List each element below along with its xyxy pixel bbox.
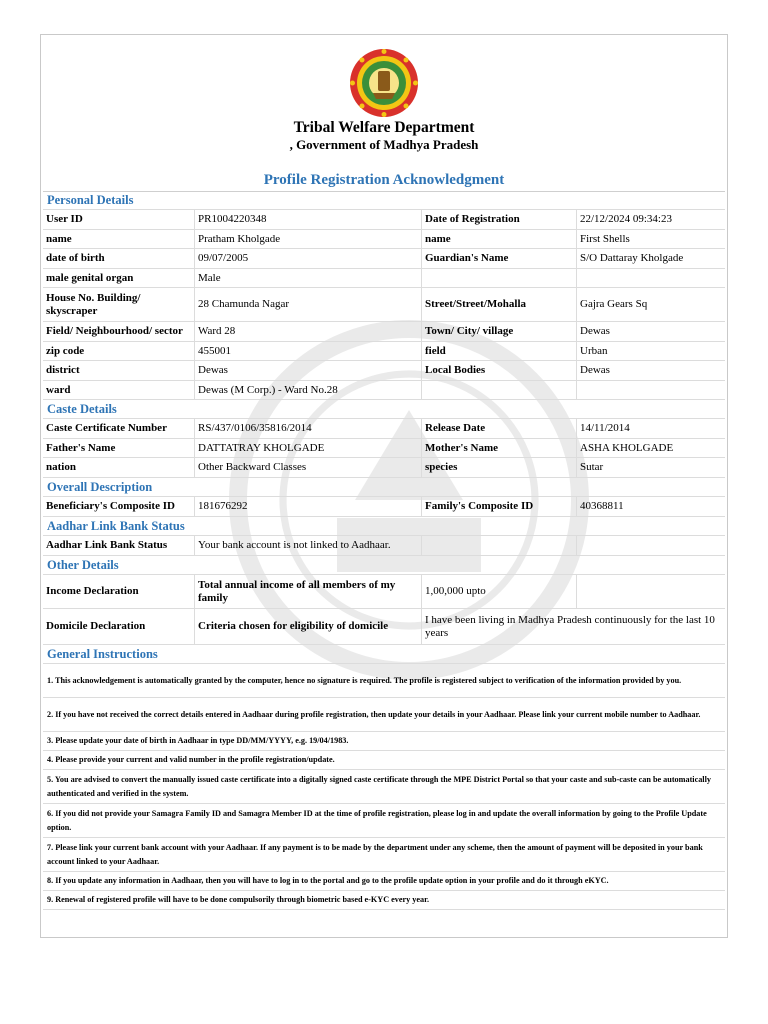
district-value: Dewas — [195, 361, 422, 380]
table-row — [43, 230, 725, 249]
beneficiary-id-label: Beneficiary's Composite ID — [43, 497, 195, 516]
family-id-label: Family's Composite ID — [422, 497, 577, 516]
instruction-item: 4. Please provide your current and valid number in the profile registration/update. — [43, 751, 725, 770]
field-value: Ward 28 — [195, 322, 422, 341]
table-row — [43, 536, 725, 556]
table-row — [43, 609, 725, 645]
section-aadhar-link: Aadhar Link Bank Status — [43, 517, 725, 536]
species-label: species — [422, 458, 577, 477]
instruction-item: 3. Please update your date of birth in Aadhaar in type DD/MM/YYYY, e.g. 19/04/1983. — [43, 732, 725, 751]
house-label: House No. Building/ skyscraper — [43, 288, 195, 321]
empty-cell — [577, 575, 725, 608]
father-value: DATTATRAY KHOLGADE — [195, 439, 422, 457]
table-row — [43, 269, 725, 288]
mp-emblem-logo — [348, 47, 420, 119]
table-row — [43, 497, 725, 517]
empty-cell — [422, 381, 577, 399]
gender-label: male genital organ — [43, 269, 195, 287]
table-row — [43, 249, 725, 269]
page-title: Profile Registration Acknowledgment — [263, 172, 505, 188]
empty-cell — [577, 381, 725, 399]
table-row — [43, 439, 725, 458]
town-value: Dewas — [580, 325, 610, 337]
nation-value: Other Backward Classes — [195, 458, 422, 477]
street-value: Gajra Gears Sq — [580, 298, 648, 310]
name-value: Pratham Kholgade — [195, 230, 422, 248]
ward-label: ward — [43, 381, 195, 399]
instruction-item: 9. Renewal of registered profile will have to be done compulsorily through biometric based e-KYC every year. — [43, 891, 725, 910]
table-row — [43, 381, 725, 400]
instruction-item: 2. If you have not received the correct details entered in Aadhaar during profile registration, then update your details in your Aadhaar. Please link your current mobile number to Aadhaar. — [43, 698, 725, 732]
nation-label: nation — [43, 458, 195, 477]
dob-label: date of birth — [43, 249, 195, 268]
domicile-label: Domicile Declaration — [43, 609, 195, 644]
section-caste-details: Caste Details — [43, 400, 725, 419]
name-value-2: First Shells — [580, 232, 630, 245]
empty-cell — [577, 269, 725, 287]
income-label: Income Declaration — [43, 575, 195, 608]
release-date-label: Release Date — [422, 419, 577, 438]
name-label-2: name — [422, 230, 577, 248]
town-label: Town/ City/ village — [422, 322, 577, 341]
field-label: Field/ Neighbourhood/ sector — [43, 322, 195, 341]
aadhar-status-label: Aadhar Link Bank Status — [43, 536, 195, 555]
release-date-value: 14/11/2014 — [580, 422, 630, 434]
section-other-details: Other Details — [43, 556, 725, 575]
section-general-instructions: General Instructions — [43, 645, 725, 664]
guardian-label: Guardian's Name — [422, 249, 577, 268]
acknowledgment-page — [40, 34, 728, 938]
table-row — [43, 575, 725, 609]
instruction-item: 5. You are advised to convert the manually issued caste certificate into a digitally signed caste certificate through the MPE District Portal so that your caste and sub-caste can be automatically authenticated and verified in the system. — [43, 770, 725, 804]
gender-value: Male — [195, 269, 422, 287]
table-row — [43, 288, 725, 322]
user-id-value: PR1004220348 — [195, 210, 422, 229]
instruction-item: 6. If you did not provide your Samagra Family ID and Samagra Member ID at the time of profile registration, please log in and update the overall information by going to the Profile Update option. — [43, 804, 725, 838]
caste-cert-value: RS/437/0106/35816/2014 — [195, 419, 422, 438]
mother-label: Mother's Name — [422, 439, 577, 457]
empty-cell — [422, 536, 577, 555]
table-row — [43, 210, 725, 230]
name-label: name — [43, 230, 195, 248]
domicile-question: Criteria chosen for eligibility of domicile — [195, 609, 422, 644]
local-bodies-label: Local Bodies — [422, 361, 577, 380]
table-row — [43, 361, 725, 381]
aadhar-status-value: Your bank account is not linked to Aadhaar. — [195, 536, 422, 555]
dob-value: 09/07/2005 — [195, 249, 422, 268]
table-row — [43, 322, 725, 342]
family-id-value: 40368811 — [580, 500, 624, 512]
income-value: 1,00,000 upto — [422, 575, 577, 608]
department-name: Tribal Welfare Department — [293, 119, 475, 136]
beneficiary-id-value: 181676292 — [195, 497, 422, 516]
caste-cert-label: Caste Certificate Number — [43, 419, 195, 438]
government-name: , Government of Madhya Pradesh — [289, 137, 479, 152]
area-type-label: field — [422, 342, 577, 360]
area-type-value: Urban — [580, 344, 608, 357]
user-id-label: User ID — [43, 210, 195, 229]
empty-cell — [422, 269, 577, 287]
street-label: Street/Street/Mohalla — [422, 288, 577, 321]
house-value: 28 Chamunda Nagar — [195, 288, 422, 321]
instruction-item: 7. Please link your current bank account with your Aadhaar. If any payment is to be made by the department under any scheme, then the amount of payment will be deposited in your bank account linked to your Aadhaar. — [43, 838, 725, 872]
income-question: Total annual income of all members of my family — [195, 575, 422, 608]
registration-date-label: Date of Registration — [422, 210, 577, 229]
section-overall-description: Overall Description — [43, 478, 725, 497]
zip-label: zip code — [43, 342, 195, 360]
section-personal-details: Personal Details — [43, 191, 725, 210]
registration-date-value: 22/12/2024 09:34:23 — [580, 213, 672, 225]
instruction-item: 8. If you update any information in Aadhaar, then you will have to log in to the portal and go to the profile update option in your profile and do it through eKYC. — [43, 872, 725, 891]
ward-value: Dewas (M Corp.) - Ward No.28 — [195, 381, 422, 399]
empty-cell — [577, 536, 725, 555]
father-label: Father's Name — [43, 439, 195, 457]
local-bodies-value: Dewas — [580, 364, 610, 376]
table-row — [43, 342, 725, 361]
instruction-item: 1. This acknowledgement is automatically granted by the computer, hence no signature is required. The profile is registered subject to verification of the information provided by you. — [43, 664, 725, 698]
table-row — [43, 419, 725, 439]
mother-value: ASHA KHOLGADE — [580, 441, 674, 454]
guardian-value: S/O Dattaray Kholgade — [580, 252, 684, 264]
species-value: Sutar — [580, 461, 604, 473]
zip-value: 455001 — [195, 342, 422, 360]
details-table — [43, 191, 725, 910]
district-label: district — [43, 361, 195, 380]
table-row — [43, 458, 725, 478]
domicile-value: I have been living in Madhya Pradesh continuously for the last 10 years — [425, 613, 715, 639]
